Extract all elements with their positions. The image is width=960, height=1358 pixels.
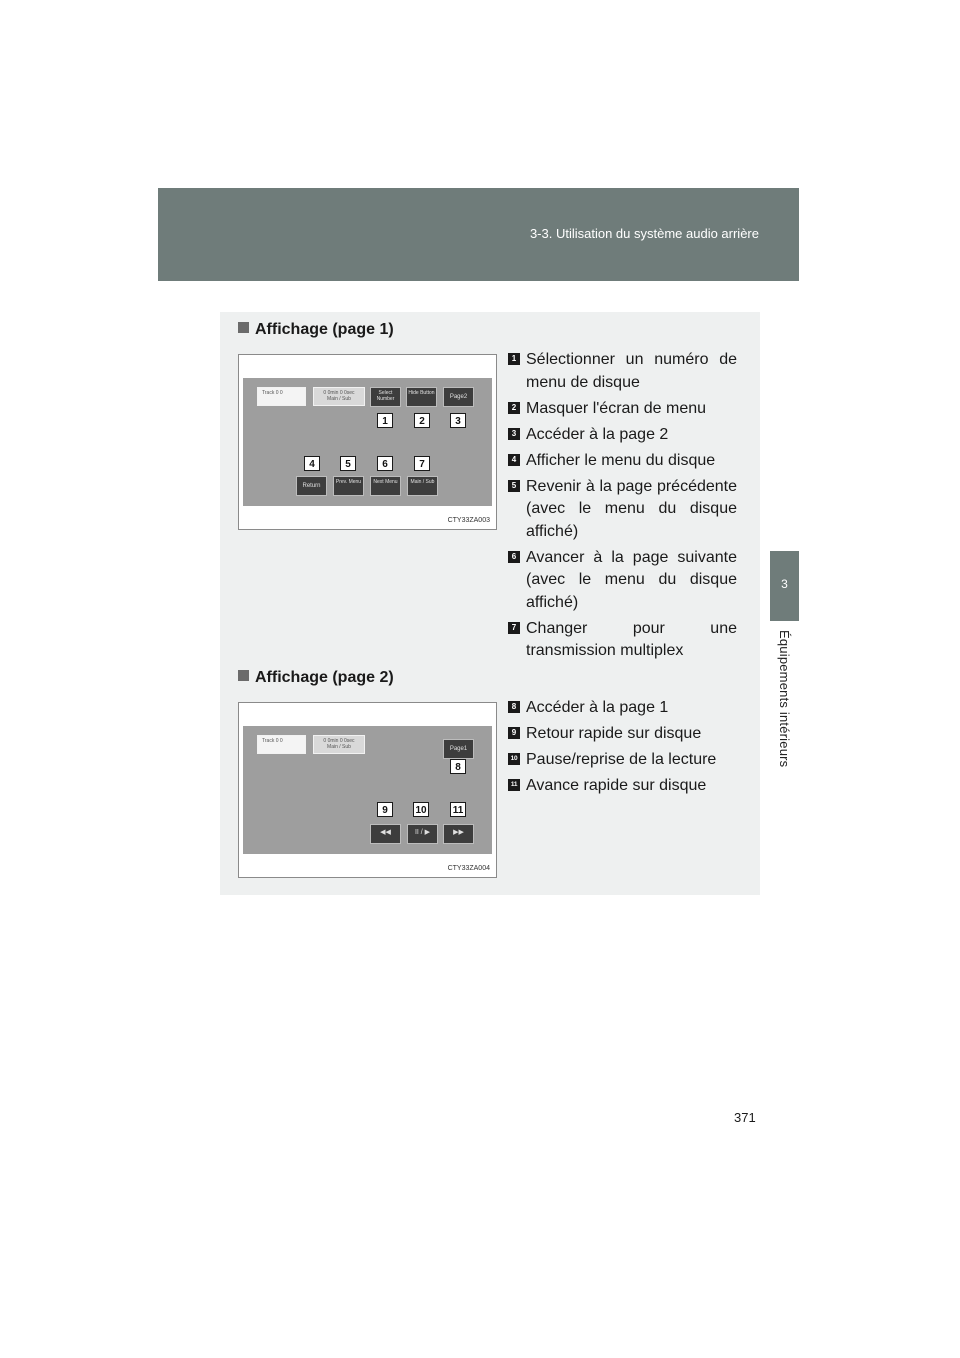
chapter-label: Équipements intérieurs (777, 630, 792, 768)
figure-code: CTY33ZA004 (447, 865, 490, 872)
list-item: 3 Accéder à la page 2 (508, 424, 737, 447)
list-item: 6 Avancer à la page suivante (avec le menu du disque affiché) (508, 547, 737, 615)
list-item: 1 Sélectionner un numéro de menu de disque (508, 349, 737, 394)
callout-9: 9 (377, 802, 393, 817)
page2-button[interactable]: Page2 (443, 387, 474, 407)
list-item: 5 Revenir à la page précédente (avec le menu du disque affiché) (508, 476, 737, 544)
figure-code: CTY33ZA003 (447, 517, 490, 524)
return-button[interactable]: Return (296, 476, 327, 496)
pause-play-button[interactable]: II / ▶ (407, 824, 438, 844)
fast-forward-button[interactable]: ▶▶ (443, 824, 474, 844)
prev-menu-button[interactable]: Prev. Menu (333, 476, 364, 496)
list-item: 11 Avance rapide sur disque (508, 775, 737, 798)
square-bullet-icon (238, 322, 249, 333)
callout-6: 6 (377, 456, 393, 471)
rewind-button[interactable]: ◀◀ (370, 824, 401, 844)
next-menu-button[interactable]: Next Menu (370, 476, 401, 496)
list-item: 7 Changer pour une transmission multiplex (508, 618, 737, 663)
figure-page-1 (238, 354, 497, 530)
callout-10: 10 (413, 802, 429, 817)
heading-page-2: Affichage (page 2) (238, 669, 394, 687)
page1-button[interactable]: Page1 (443, 739, 474, 759)
callout-7: 7 (414, 456, 430, 471)
callout-1: 1 (377, 413, 393, 428)
list-item: 9 Retour rapide sur disque (508, 723, 737, 746)
item-list-page-1 (508, 349, 737, 666)
track-display: Track 0 0 (257, 387, 306, 406)
list-item: 10 Pause/reprise de la lecture (508, 749, 737, 772)
list-item: 4 Afficher le menu du disque (508, 450, 737, 473)
chapter-number: 3 (781, 577, 788, 591)
time-display: 0 0min 0 0sec Main / Sub (313, 735, 365, 754)
heading-page-1: Affichage (page 1) (238, 321, 394, 339)
screen-page-2 (243, 726, 492, 854)
callout-11: 11 (450, 802, 466, 817)
callout-2: 2 (414, 413, 430, 428)
hide-button[interactable]: Hide Button (406, 387, 437, 407)
select-number-button[interactable]: Select Number (370, 387, 401, 407)
figure-page-2 (238, 702, 497, 878)
callout-4: 4 (304, 456, 320, 471)
main-sub-button[interactable]: Main / Sub (407, 476, 438, 496)
callout-5: 5 (340, 456, 356, 471)
item-list-page-2 (508, 697, 737, 801)
track-display: Track 0 0 (257, 735, 306, 754)
section-header (158, 188, 799, 281)
list-item: 8 Accéder à la page 1 (508, 697, 737, 720)
section-title: 3-3. Utilisation du système audio arrière (529, 226, 759, 241)
square-bullet-icon (238, 670, 249, 681)
chapter-tab (770, 551, 799, 621)
list-item: 2 Masquer l'écran de menu (508, 398, 737, 421)
callout-3: 3 (450, 413, 466, 428)
callout-8: 8 (450, 759, 466, 774)
page-number: 371 (734, 1110, 756, 1125)
screen-page-1 (243, 378, 492, 506)
time-display: 0 0min 0 0sec Main / Sub (313, 387, 365, 406)
